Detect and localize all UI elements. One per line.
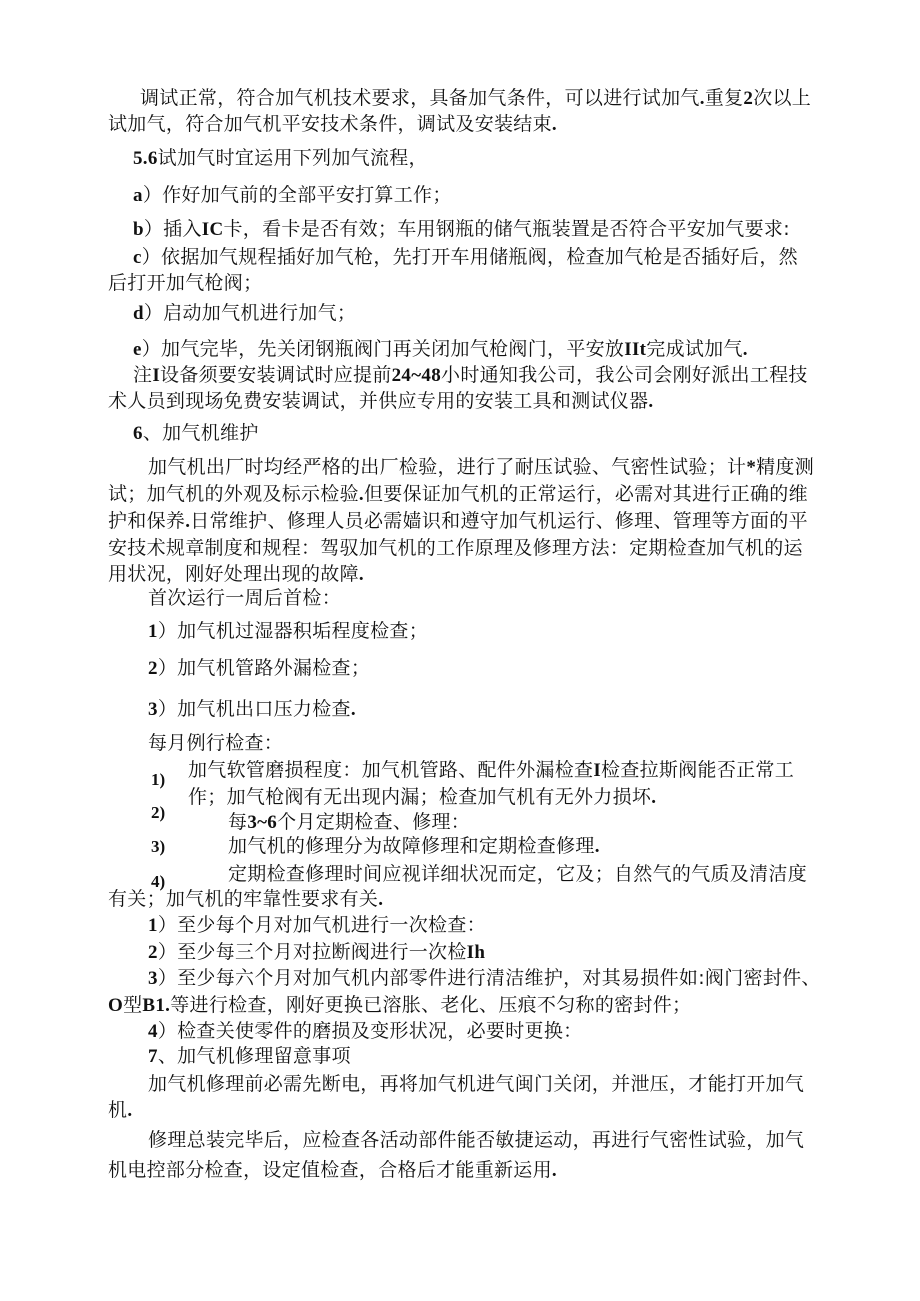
text-line: 加气机出厂时均经严格的出厂检验，进行了耐压试验、气密性试验；计*精度测 [148, 456, 815, 478]
text-line: 7、加气机修理留意事项 [148, 1045, 351, 1067]
text-line: 1）至少每个月对加气机进行一次检查： [148, 914, 486, 936]
text-line: O型B1.等进行检查，刚好更换已溶胀、老化、压痕不匀称的密封件； [108, 994, 692, 1016]
text-line: 1）加气机过湿器积垢程度检查； [148, 620, 429, 642]
text-line: 加气软管磨损程度：加气机管路、配件外漏检查I检查拉斯阀能否正常工 [188, 759, 795, 781]
text-line: 作；加气枪阀有无出现内漏；检查加气机有无外力损坏. [188, 786, 657, 808]
text-line: 4）检查关使零件的磨损及变形状况，必要时更换： [148, 1020, 583, 1042]
text-line: 5.6试加气时宜运用下列加气流程， [133, 147, 428, 169]
list-marker: 4) [151, 872, 166, 891]
text-line: 护和保养.日常维护、修理人员必需嫱识和遵守加气机运行、修理、管理等方面的平 [108, 510, 808, 532]
text-line: 3）至少每六个月对加气机内部零件进行清洁维护，对其易损件如:阀门密封件、 [148, 967, 821, 989]
text-line: 修理总装完毕后，应检查各活动部件能否敏捷运动，再进行气密性试验，加气 [148, 1129, 805, 1151]
text-line: 机电控部分检查，设定值检查，合格后才能重新运用. [108, 1159, 557, 1181]
text-line: d）启动加气机进行加气； [133, 302, 357, 324]
list-marker: 3) [151, 837, 166, 856]
text-line: 首次运行一周后首检： [148, 587, 342, 609]
text-line: 术人员到现场免费安装调试，并供应专用的安装工具和测试仪器. [108, 390, 654, 412]
text-line: 2）至少每三个月对拉断阀进行一次检Ih [148, 941, 486, 963]
text-line: 试加气，符合加气机平安技术条件，调试及安装结束. [108, 113, 557, 135]
text-line: c）依据加气规程插好加气枪，先打开车用储瓶阀，检查加气枪是否插好后，然 [133, 246, 798, 268]
text-line: 3）加气机出口压力检查. [148, 698, 356, 720]
text-line: 6、加气机维护 [133, 422, 259, 444]
text-line: a）作好加气前的全部平安打算工作； [133, 184, 452, 206]
text-line: 加气机修理前必需先断电，再将加气机进气闽门关闭，并泄压，才能打开加气 [148, 1073, 805, 1095]
text-line: 试；加气机的外观及标示检验.但要保证加气机的正常运行，必需对其进行正确的维 [108, 483, 808, 505]
text-line: 每3~6个月定期检查、修理： [228, 811, 471, 833]
text-line: 后打开加气枪阀； [108, 272, 263, 294]
text-line: 安技术规章制度和规程：驾驭加气机的工作原理及修理方法：定期检查加气机的运 [108, 537, 803, 559]
text-line: 有关；加气机的牢靠性要求有关. [108, 888, 384, 910]
text-line: 注I设备须要安装调试时应提前24~48小时通知我公司，我公司会刚好派出工程技 [133, 364, 808, 386]
text-line: 每月例行检查： [148, 732, 284, 754]
text-line: 机. [108, 1099, 133, 1121]
text-line: 加气机的修理分为故障修理和定期检查修理. [228, 835, 600, 857]
text-line: 定期检查修理时间应视详细状况而定，它及；自然气的气质及清洁度 [228, 863, 808, 885]
text-line: 2）加气机管路外漏检查； [148, 657, 371, 679]
text-line: b）插入IC卡，看卡是否有效；车用钢瓶的储气瓶装置是否符合平安加气要求: [133, 218, 790, 240]
list-marker: 2) [151, 803, 166, 822]
text-line: e）加气完毕，先关闭钢瓶阀门再关闭加气枪阀门，平安放IIt完成试加气. [133, 338, 748, 360]
text-line: 用状况，刚好处理出现的故障. [108, 563, 364, 585]
list-marker: 1) [151, 770, 166, 789]
text-line: 调试正常，符合加气机技术要求，具备加气条件，可以进行试加气.重复2次以上 [140, 87, 812, 109]
